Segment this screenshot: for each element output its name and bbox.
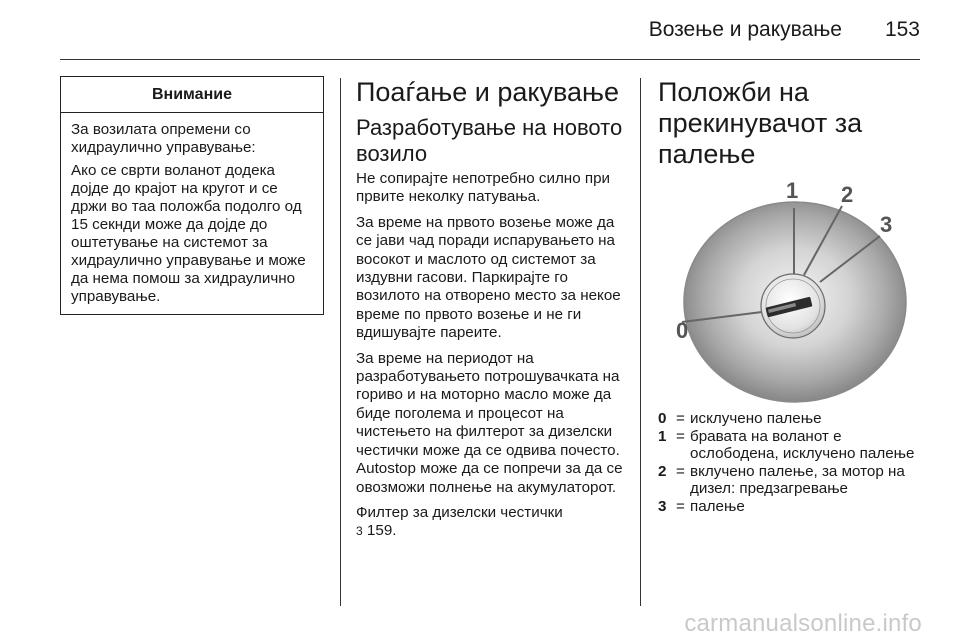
section-heading: Положби на прекинувачот за палење xyxy=(658,77,863,169)
figure-label-3: 3 xyxy=(880,212,893,237)
reference-page-link[interactable]: 159. xyxy=(366,522,397,540)
page-number: 153 xyxy=(884,18,920,41)
figure-label-1: 1 xyxy=(786,178,799,203)
body-paragraph: За време на првото возење може да се јави чад поради испарувањето на восокот и маслото од системот за издувни гасови. Паркирајте го возилото на отворено место за некое време по првото возење и не ги вдишувајте пареите. xyxy=(356,213,621,342)
site-watermark: carmanualsonline.info xyxy=(684,610,922,637)
reference-arrow-icon: 3 xyxy=(356,524,363,539)
header-rule xyxy=(60,59,920,60)
warning-notice-box xyxy=(60,76,324,315)
figure-label-0: 0 xyxy=(676,318,689,343)
column-divider-left xyxy=(340,78,341,606)
section-heading: Поаѓање и ракување xyxy=(356,77,619,107)
notice-body xyxy=(61,113,323,314)
subsection-heading: Разработување на новото возило xyxy=(356,115,623,166)
ignition-positions-legend xyxy=(658,410,920,515)
cross-reference xyxy=(356,504,624,541)
right-column xyxy=(658,76,920,515)
page-header xyxy=(0,0,960,60)
middle-column xyxy=(356,76,624,548)
body-paragraph: Не сопирајте непотребно силно при првите неколку патувања. xyxy=(356,170,611,206)
body-paragraph: За време на периодот на разработувањето потрошувачката на гориво и на моторно масло може да биде поголема и процесот на чистењето на филтерот за дизелски честички може да се одвива почесто. Autostop може да се попречи за да се овозможи полнење на акумулаторот. xyxy=(356,349,623,496)
column-divider-right xyxy=(640,78,641,606)
ignition-switch-figure xyxy=(658,178,920,406)
legend-item: 3 = палење xyxy=(658,497,745,515)
figure-label-2: 2 xyxy=(841,182,854,207)
legend-item: 2 = вклучено палење, за мотор на дизел: предзагревање xyxy=(658,462,905,497)
reference-text: Филтер за дизелски честички xyxy=(356,503,563,521)
notice-title: Внимание xyxy=(61,77,323,113)
middle-body xyxy=(356,170,624,541)
notice-paragraph: Ако се сврти воланот додека дојде до крајот на кругот и се држи во таа положба подолго од 15 секнди може да дојде до оштетување на системот за хидраулично управување и може да нема помош за хидраулично управување. xyxy=(71,162,306,305)
notice-paragraph: За возилата опремени со хидраулично управување: xyxy=(71,121,256,156)
legend-item: 0 = исклучено палење xyxy=(658,410,822,427)
running-header-title: Возење и ракување xyxy=(648,18,842,41)
left-column xyxy=(60,76,324,315)
legend-item: 1 = бравата на воланот е ослободена, исклучено палење xyxy=(658,427,915,462)
